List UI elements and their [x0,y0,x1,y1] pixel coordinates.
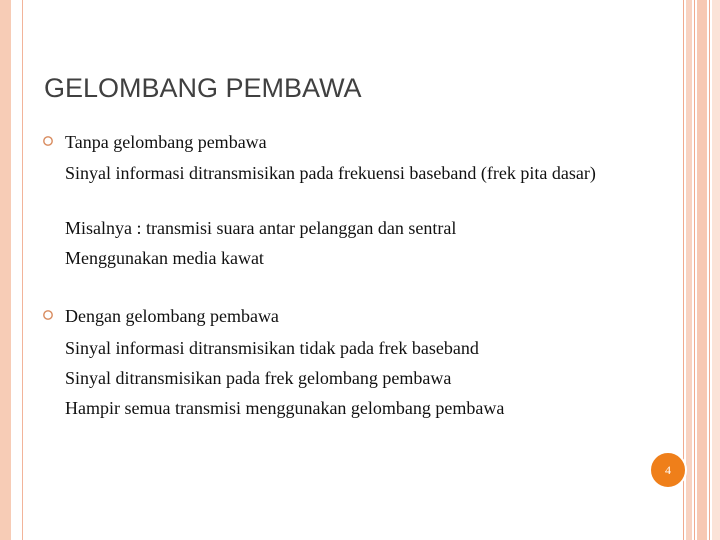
right-border-band [694,0,695,540]
slide-number-badge [649,451,687,489]
bullet-detail-line: Misalnya : transmisi suara antar pelanggan dan sentral [65,218,457,238]
left-divider-line [22,0,23,540]
slide-number: 4 [665,463,671,477]
right-border-band [712,0,720,540]
right-border-band [686,0,692,540]
bullet-heading: Tanpa gelombang pembawa [65,132,267,152]
bullet-detail-line: Sinyal informasi ditransmisikan tidak pada frek baseband [65,338,479,358]
bullet-heading: Dengan gelombang pembawa [65,306,279,326]
hollow-circle-bullet-icon [42,309,54,321]
left-decorative-stripe [0,0,11,540]
bullet-detail-line: Sinyal informasi ditransmisikan pada frekuensi baseband (frek pita dasar) [65,163,596,183]
bullet-detail-line: Menggunakan media kawat [65,248,264,268]
right-border-band [697,0,707,540]
slide-title: GELOMBANG PEMBAWA [44,73,362,103]
bullet-detail-line: Hampir semua transmisi menggunakan gelombang pembawa [65,398,505,418]
right-border-band [709,0,710,540]
hollow-circle-bullet-icon [42,135,54,147]
bullet-detail-line: Sinyal ditransmisikan pada frek gelombang pembawa [65,368,452,388]
